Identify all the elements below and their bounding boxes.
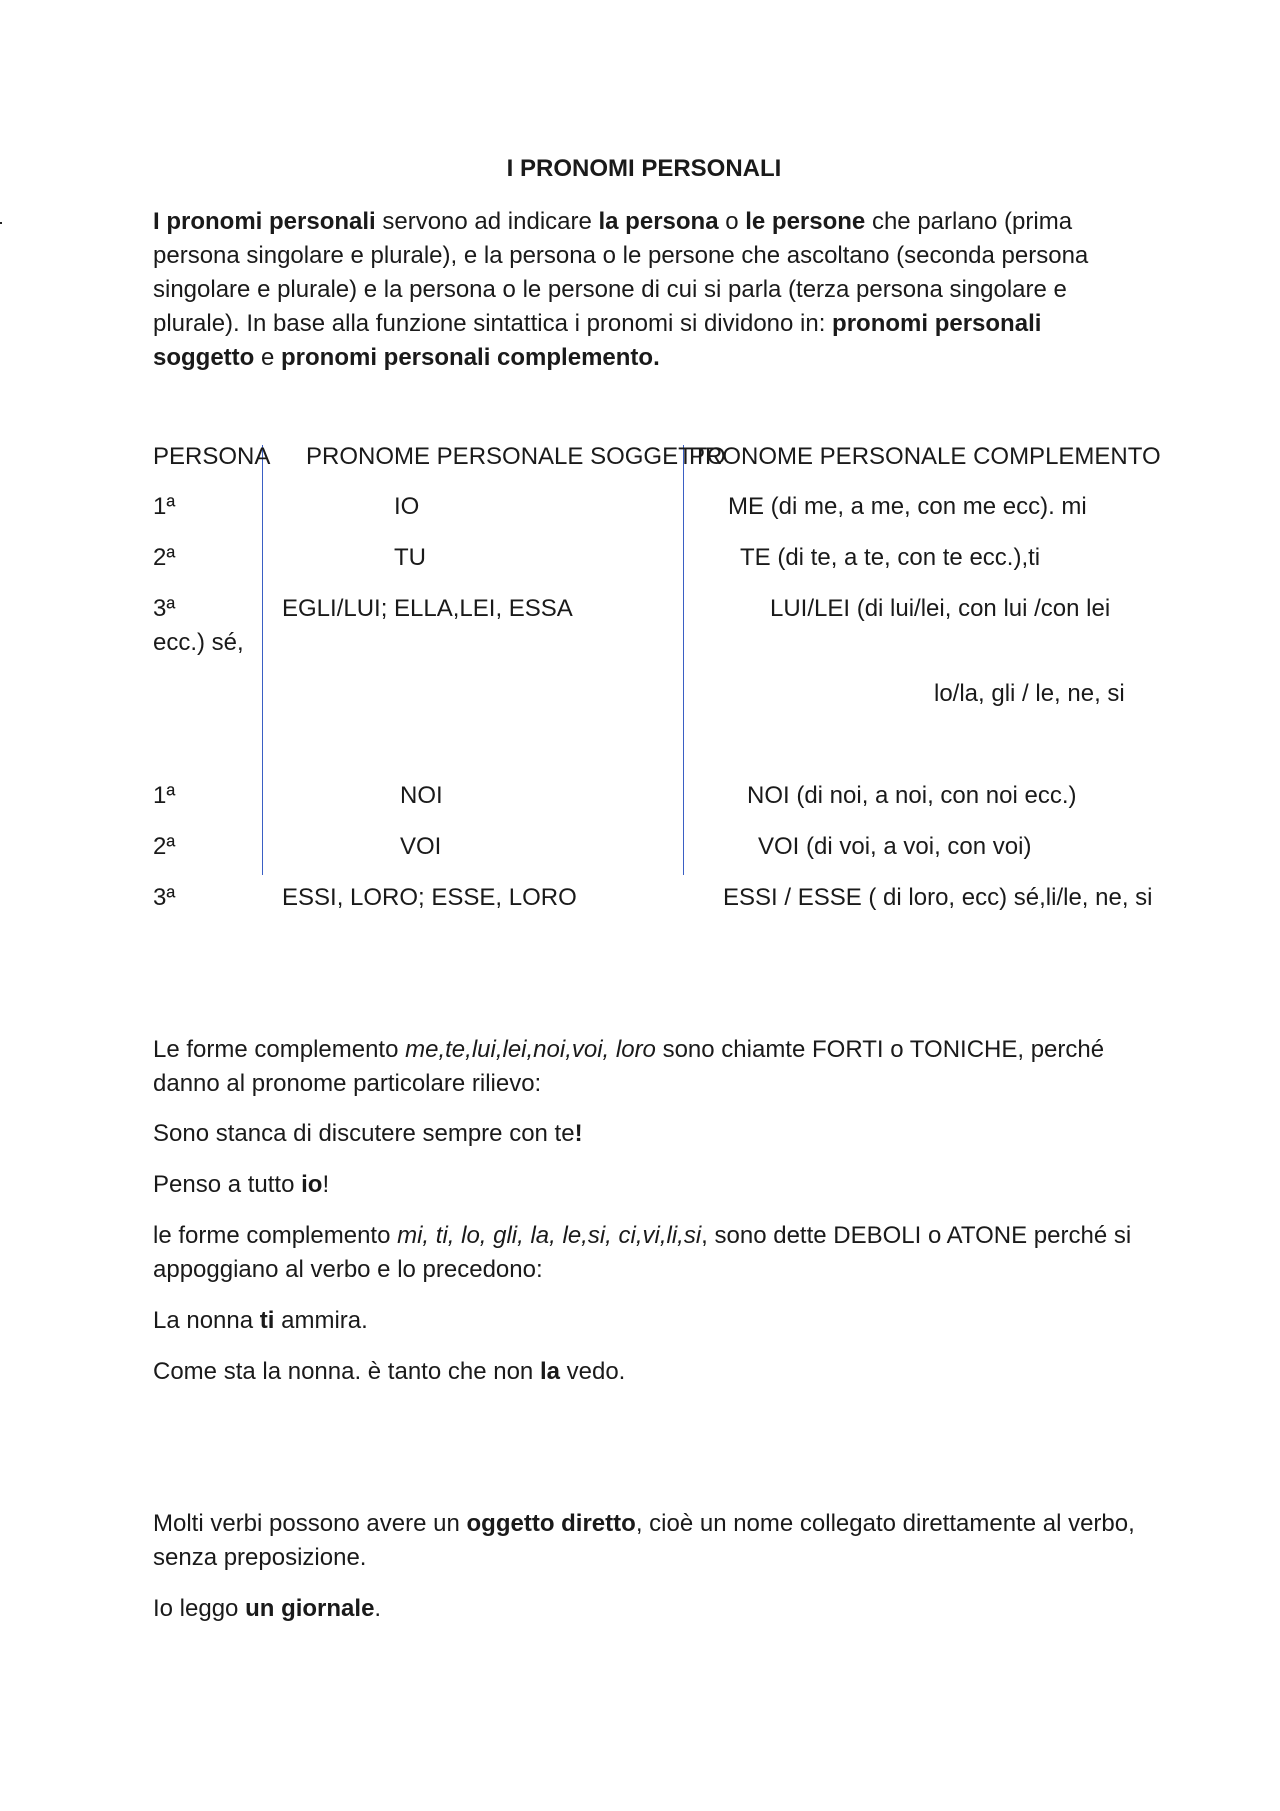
intro-text-8: e — [254, 344, 282, 371]
ex5-text-2: un giornale — [245, 1595, 375, 1622]
row6-soggetto: ESSI, LORO; ESSE, LORO — [282, 884, 577, 911]
row4-complemento: NOI (di noi, a noi, con noi ecc.) — [747, 782, 1077, 809]
intro-text-1: I pronomi personali — [153, 208, 376, 235]
ex1-text-1: Sono stanca di discutere sempre con te — [153, 1120, 575, 1147]
row3-complemento: LUI/LEI (di lui/lei, con lui /con lei — [770, 595, 1111, 622]
ex5-text-1: Io leggo — [153, 1595, 246, 1622]
row1-soggetto: IO — [394, 493, 420, 520]
deboli-paragraph — [153, 1219, 1143, 1287]
row1-persona: 1ª — [153, 493, 176, 520]
oggetto-text-1: Molti verbi possono avere un — [153, 1510, 467, 1537]
row2-complemento: TE (di te, a te, con te ecc.),ti — [740, 544, 1041, 571]
row5-complemento: VOI (di voi, a voi, con voi) — [758, 833, 1032, 860]
ex2-text-2: io — [301, 1171, 323, 1198]
deboli-text-2: mi, ti, lo, gli, la, le,si, ci,vi,li,si — [397, 1222, 702, 1249]
ex5-text-3: . — [374, 1595, 382, 1622]
row3-extra: lo/la, gli / le, ne, si — [934, 680, 1125, 707]
forti-paragraph — [153, 1033, 1143, 1101]
header-persona: PERSONA — [153, 443, 271, 470]
intro-text-4: o — [718, 208, 746, 235]
forti-text-2: me,te,lui,lei,noi,voi, loro — [405, 1036, 656, 1063]
intro-paragraph — [153, 205, 1143, 375]
example-4 — [153, 1355, 1143, 1389]
row3-soggetto: EGLI/LUI; ELLA,LEI, ESSA — [282, 595, 573, 622]
intro-text-6: che parlano (prima persona singolare e plurale), e la persona o le persone che ascoltano (seconda persona singolare e plurale) e la persona o le persone di cui si parla (terza persona singolare e plurale). In base alla funzione sintattica i pronomi si dividono in: — [153, 208, 1089, 337]
oggetto-text-2: oggetto diretto — [466, 1510, 636, 1537]
ex4-text-2: la — [539, 1358, 560, 1385]
intro-text-2: servono ad indicare — [375, 208, 599, 235]
row3-persona: 3ª — [153, 595, 176, 622]
oggetto-text-3: , cioè un nome collegato direttamente al verbo, senza preposizione. — [153, 1510, 1135, 1571]
intro-text-5: le persone — [745, 208, 866, 235]
row5-persona: 2ª — [153, 833, 176, 860]
example-5 — [153, 1592, 1143, 1626]
row2-soggetto: TU — [394, 544, 426, 571]
ex2-text-1: Penso a tutto — [153, 1171, 302, 1198]
row1-complemento: ME (di me, a me, con me ecc). mi — [728, 493, 1087, 520]
ex3-text-1: La nonna — [153, 1307, 260, 1334]
row6-persona: 3ª — [153, 884, 176, 911]
page-title: I PRONOMI PERSONALI — [506, 155, 782, 182]
row4-persona: 1ª — [153, 782, 176, 809]
deboli-text-1: le forme complemento — [153, 1222, 398, 1249]
example-2 — [153, 1168, 1143, 1202]
ex4-text-1: Come sta la nonna. è tanto che non — [153, 1358, 540, 1385]
ex1-text-2: ! — [574, 1120, 583, 1147]
row5-soggetto: VOI — [400, 833, 442, 860]
column-divider-left — [262, 445, 263, 875]
intro-text-9: pronomi personali complemento. — [281, 344, 660, 371]
margin-mark — [0, 222, 2, 224]
row2-persona: 2ª — [153, 544, 176, 571]
deboli-text-3: , sono dette DEBOLI o ATONE perché si appoggiano al verbo e lo precedono: — [153, 1222, 1132, 1283]
intro-text-7: pronomi personali soggetto — [153, 310, 1042, 371]
intro-text-3: la persona — [598, 208, 719, 235]
row4-soggetto: NOI — [400, 782, 443, 809]
header-soggetto: PRONOME PERSONALE SOGGETTO — [306, 443, 726, 470]
oggetto-paragraph — [153, 1507, 1143, 1575]
ex2-text-3: ! — [322, 1171, 330, 1198]
forti-text-1: Le forme complemento — [153, 1036, 406, 1063]
example-1 — [153, 1117, 1143, 1151]
ex4-text-3: vedo. — [559, 1358, 626, 1385]
row6-complemento: ESSI / ESSE ( di loro, ecc) sé,li/le, ne, si — [723, 884, 1153, 911]
header-complemento: PRONOME PERSONALE COMPLEMENTO — [689, 443, 1161, 470]
example-3 — [153, 1304, 1143, 1338]
column-divider-right — [683, 445, 684, 875]
ex3-text-3: ammira. — [274, 1307, 368, 1334]
ex3-text-2: ti — [259, 1307, 275, 1334]
forti-text-3: sono chiamte FORTI o TONICHE, perché danno al pronome particolare rilievo: — [153, 1036, 1105, 1097]
row3-continuation: ecc.) sé, — [153, 629, 244, 656]
